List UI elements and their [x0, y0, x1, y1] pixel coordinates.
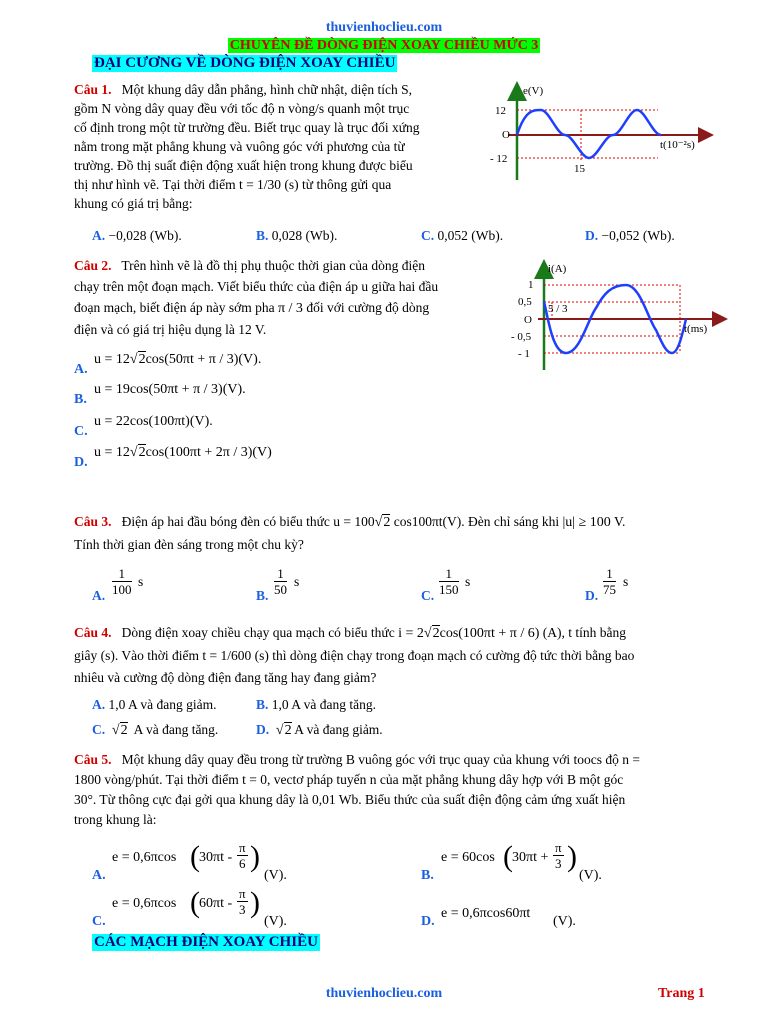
- section-title-2: CÁC MẠCH ĐIỆN XOAY CHIỀU: [94, 934, 318, 950]
- graph1-ytick-top: 12: [495, 105, 506, 117]
- q1-option-b[interactable]: B. 0,028 (Wb).: [256, 228, 338, 243]
- q1-option-a[interactable]: A. −0,028 (Wb).: [92, 228, 182, 243]
- q4-option-d[interactable]: D. √2 A và đang giảm.: [256, 722, 383, 738]
- graph1-ylabel: e(V): [523, 85, 544, 97]
- q3-condition: |u| ≥ 100: [562, 515, 611, 530]
- q2-phase: π / 3: [277, 301, 303, 316]
- q1-line: khung có giá trị bằng:: [74, 196, 193, 211]
- graph1-xtick: 15: [574, 163, 585, 175]
- site-footer[interactable]: thuvienhoclieu.com: [325, 986, 443, 1001]
- q2-line: chạy trên một đoạn mạch. Viết biểu thức của điện áp u giữa hai đầu: [74, 279, 439, 294]
- q1-option-d[interactable]: D. −0,052 (Wb).: [585, 228, 675, 243]
- graph2-origin: O: [524, 314, 532, 326]
- q1-line: Một khung dây dẫn phẳng, hình chữ nhật, diện tích S,: [121, 82, 413, 97]
- q1-line: thị như hình vẽ. Tại thời điểm t = 1/30 (s) từ thông gửi qua: [74, 177, 392, 192]
- topic-title: CHUYÊN ĐỀ DÒNG ĐIỆN XOAY CHIỀU MỨC 3: [229, 38, 539, 53]
- q4-option-b[interactable]: B. 1,0 A và đang tăng.: [256, 697, 377, 712]
- question-3: Câu 3. Điện áp hai đầu bóng đèn có biểu thức u = 100√2 cos100πt(V). Đèn chỉ sáng khi |u| ≥ 100 V. Tính thời gian đèn sáng trong một chu kỳ?: [74, 514, 626, 552]
- topic-title-wrap: [0, 37, 768, 54]
- question-5-label: Câu 5.: [74, 752, 112, 767]
- question-2: [74, 255, 494, 340]
- graph2-ytick-m05: - 0,5: [511, 331, 532, 343]
- question-4: Câu 4. Dòng điện xoay chiều chạy qua mạch có biểu thức i = 2√2cos(100πt + π / 6) (A), t tính bằng giây (s). Vào thời điểm t = 1/600 (s) thì dòng điện chạy trong đoạn mạch có cường độ tức thời bằng bao nhiêu và cường độ dòng điện đang tăng hay đang giảm?: [74, 625, 635, 685]
- section-title-1: ĐẠI CƯƠNG VỀ DÒNG ĐIỆN XOAY CHIỀU: [94, 55, 396, 71]
- question-2-label: Câu 2.: [74, 258, 112, 273]
- q2-line: Trên hình vẽ là đồ thị phụ thuộc thời gian của dòng điện: [121, 258, 426, 273]
- q1-line: nằm trong mặt phẳng khung và vuông góc với phương của từ: [74, 139, 405, 154]
- question-5: Câu 5. Một khung dây quay đều trong từ trường B vuông góc với trục quay của khung với toocs độ n = 1800 vòng/phút. Tại thời điểm t = 0, vectơ pháp tuyến n của mặt phẳng khung dây hợp với B một góc 30°. Từ thông cực đại gởi qua khung dây là 0,01 Wb. Biểu thức của suất điện động cảm ứng xuất hiện trong khung là:: [74, 752, 640, 827]
- question-1-label: Câu 1.: [74, 82, 112, 97]
- graph2-ytick-m1: - 1: [518, 348, 530, 360]
- q1-line: cố định trong một từ trường đều. Biết trục quay là trục đối xứng: [74, 120, 420, 135]
- q4-expression: i = 2√2cos(100πt + π / 6): [398, 626, 540, 641]
- graph1-xlabel: t(10⁻²s): [660, 139, 695, 151]
- graph1-ytick-bot: - 12: [490, 153, 508, 165]
- graph-emf-vs-time: [488, 80, 718, 185]
- q1-option-c[interactable]: C. 0,052 (Wb).: [421, 228, 504, 243]
- q4-option-a[interactable]: A. 1,0 A và đang giảm.: [92, 697, 217, 712]
- graph2-xtick: 5 / 3: [548, 303, 568, 315]
- graph-current-vs-time: [508, 258, 728, 373]
- graph2-ylabel: i(A): [548, 263, 567, 275]
- site-header[interactable]: thuvienhoclieu.com: [325, 20, 443, 35]
- graph2-xlabel: t(ms): [684, 323, 708, 335]
- q1-line: trường. Đồ thị suất điện động xuất hiện trong khung được biểu: [74, 158, 413, 173]
- graph1-origin: O: [502, 129, 510, 141]
- q1-line: gồm N vòng dây quay đều với tốc độ n vòng/s quanh một trục: [74, 101, 410, 116]
- q2-line: điện và có giá trị hiệu dụng là 12 V.: [74, 322, 267, 337]
- question-1: [74, 80, 484, 213]
- page-number: Trang 1: [658, 986, 705, 1001]
- q4-option-c[interactable]: C. √2 A và đang tăng.: [92, 722, 219, 738]
- graph2-ytick-1: 1: [528, 279, 534, 291]
- q2-line: đối với cường độ dòng: [306, 300, 430, 315]
- q2-line: đoạn mạch, biết điện áp này sớm pha: [74, 300, 275, 315]
- question-4-label: Câu 4.: [74, 625, 112, 640]
- graph2-ytick-05: 0,5: [518, 296, 532, 308]
- question-3-label: Câu 3.: [74, 514, 112, 529]
